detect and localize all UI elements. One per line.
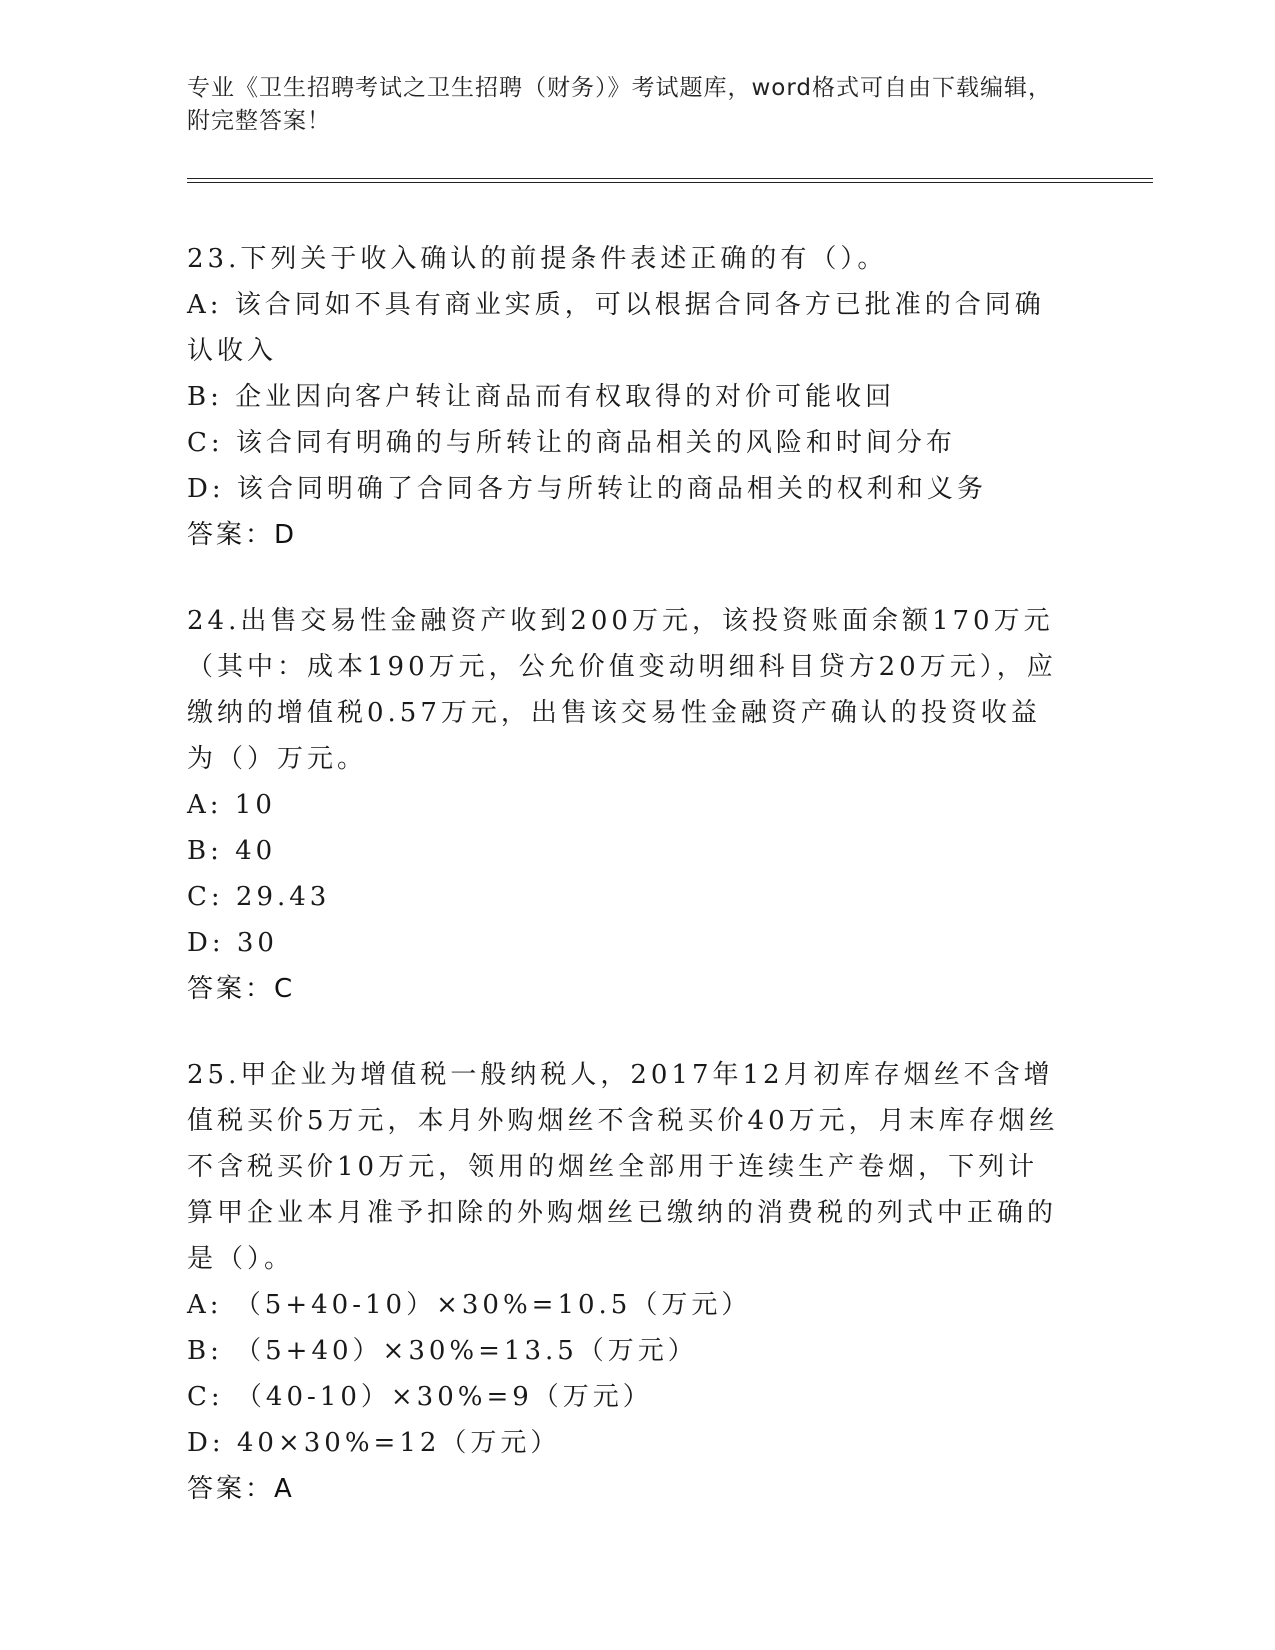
answer: 答案：A <box>187 1474 295 1504</box>
document-header: 专业《卫生招聘考试之卫生招聘（财务）》考试题库，word格式可自由下载编辑，附完整答案！ <box>187 75 1053 134</box>
question-stem: 24.出售交易性金融资产收到200万元，该投资账面余额170万元（其中：成本190万元，公允价值变动明细科目贷方20万元），应缴纳的增值税0.57万元，出售该交易性金融资产确认的投资收益为（）万元。 <box>187 606 1057 774</box>
question-24 <box>187 598 1067 1012</box>
option-d: D: 30 <box>187 928 278 958</box>
option-a: A: （5+40-10）×30%=10.5（万元） <box>187 1290 752 1320</box>
option-a: A: 10 <box>187 790 276 820</box>
option-d: D: 40×30%=12（万元） <box>187 1428 561 1458</box>
option-b: B: （5+40）×30%=13.5（万元） <box>187 1336 698 1366</box>
option-c: C: 29.43 <box>187 882 331 912</box>
question-25 <box>187 1052 1067 1512</box>
question-stem: 23.下列关于收入确认的前提条件表述正确的有（）。 <box>187 244 888 274</box>
question-list <box>187 236 1067 1552</box>
header-divider <box>187 178 1153 183</box>
option-a: A: 该合同如不具有商业实质，可以根据合同各方已批准的合同确认收入 <box>187 290 1045 366</box>
option-b: B: 40 <box>187 836 277 866</box>
option-b: B: 企业因向客户转让商品而有权取得的对价可能收回 <box>187 382 896 412</box>
option-c: C: （40-10）×30%=9（万元） <box>187 1382 653 1412</box>
option-c: C: 该合同有明确的与所转让的商品相关的风险和时间分布 <box>187 428 956 458</box>
answer: 答案：C <box>187 974 296 1004</box>
question-stem: 25.甲企业为增值税一般纳税人，2017年12月初库存烟丝不含增值税买价5万元，本月外购烟丝不含税买价40万元，月末库存烟丝不含税买价10万元，领用的烟丝全部用于连续生产卷烟，下列计算甲企业本月准予扣除的外购烟丝已缴纳的消费税的列式中正确的是（）。 <box>187 1060 1059 1274</box>
question-23 <box>187 236 1067 558</box>
option-d: D: 该合同明确了合同各方与所转让的商品相关的权利和义务 <box>187 474 987 504</box>
answer: 答案：D <box>187 520 298 550</box>
